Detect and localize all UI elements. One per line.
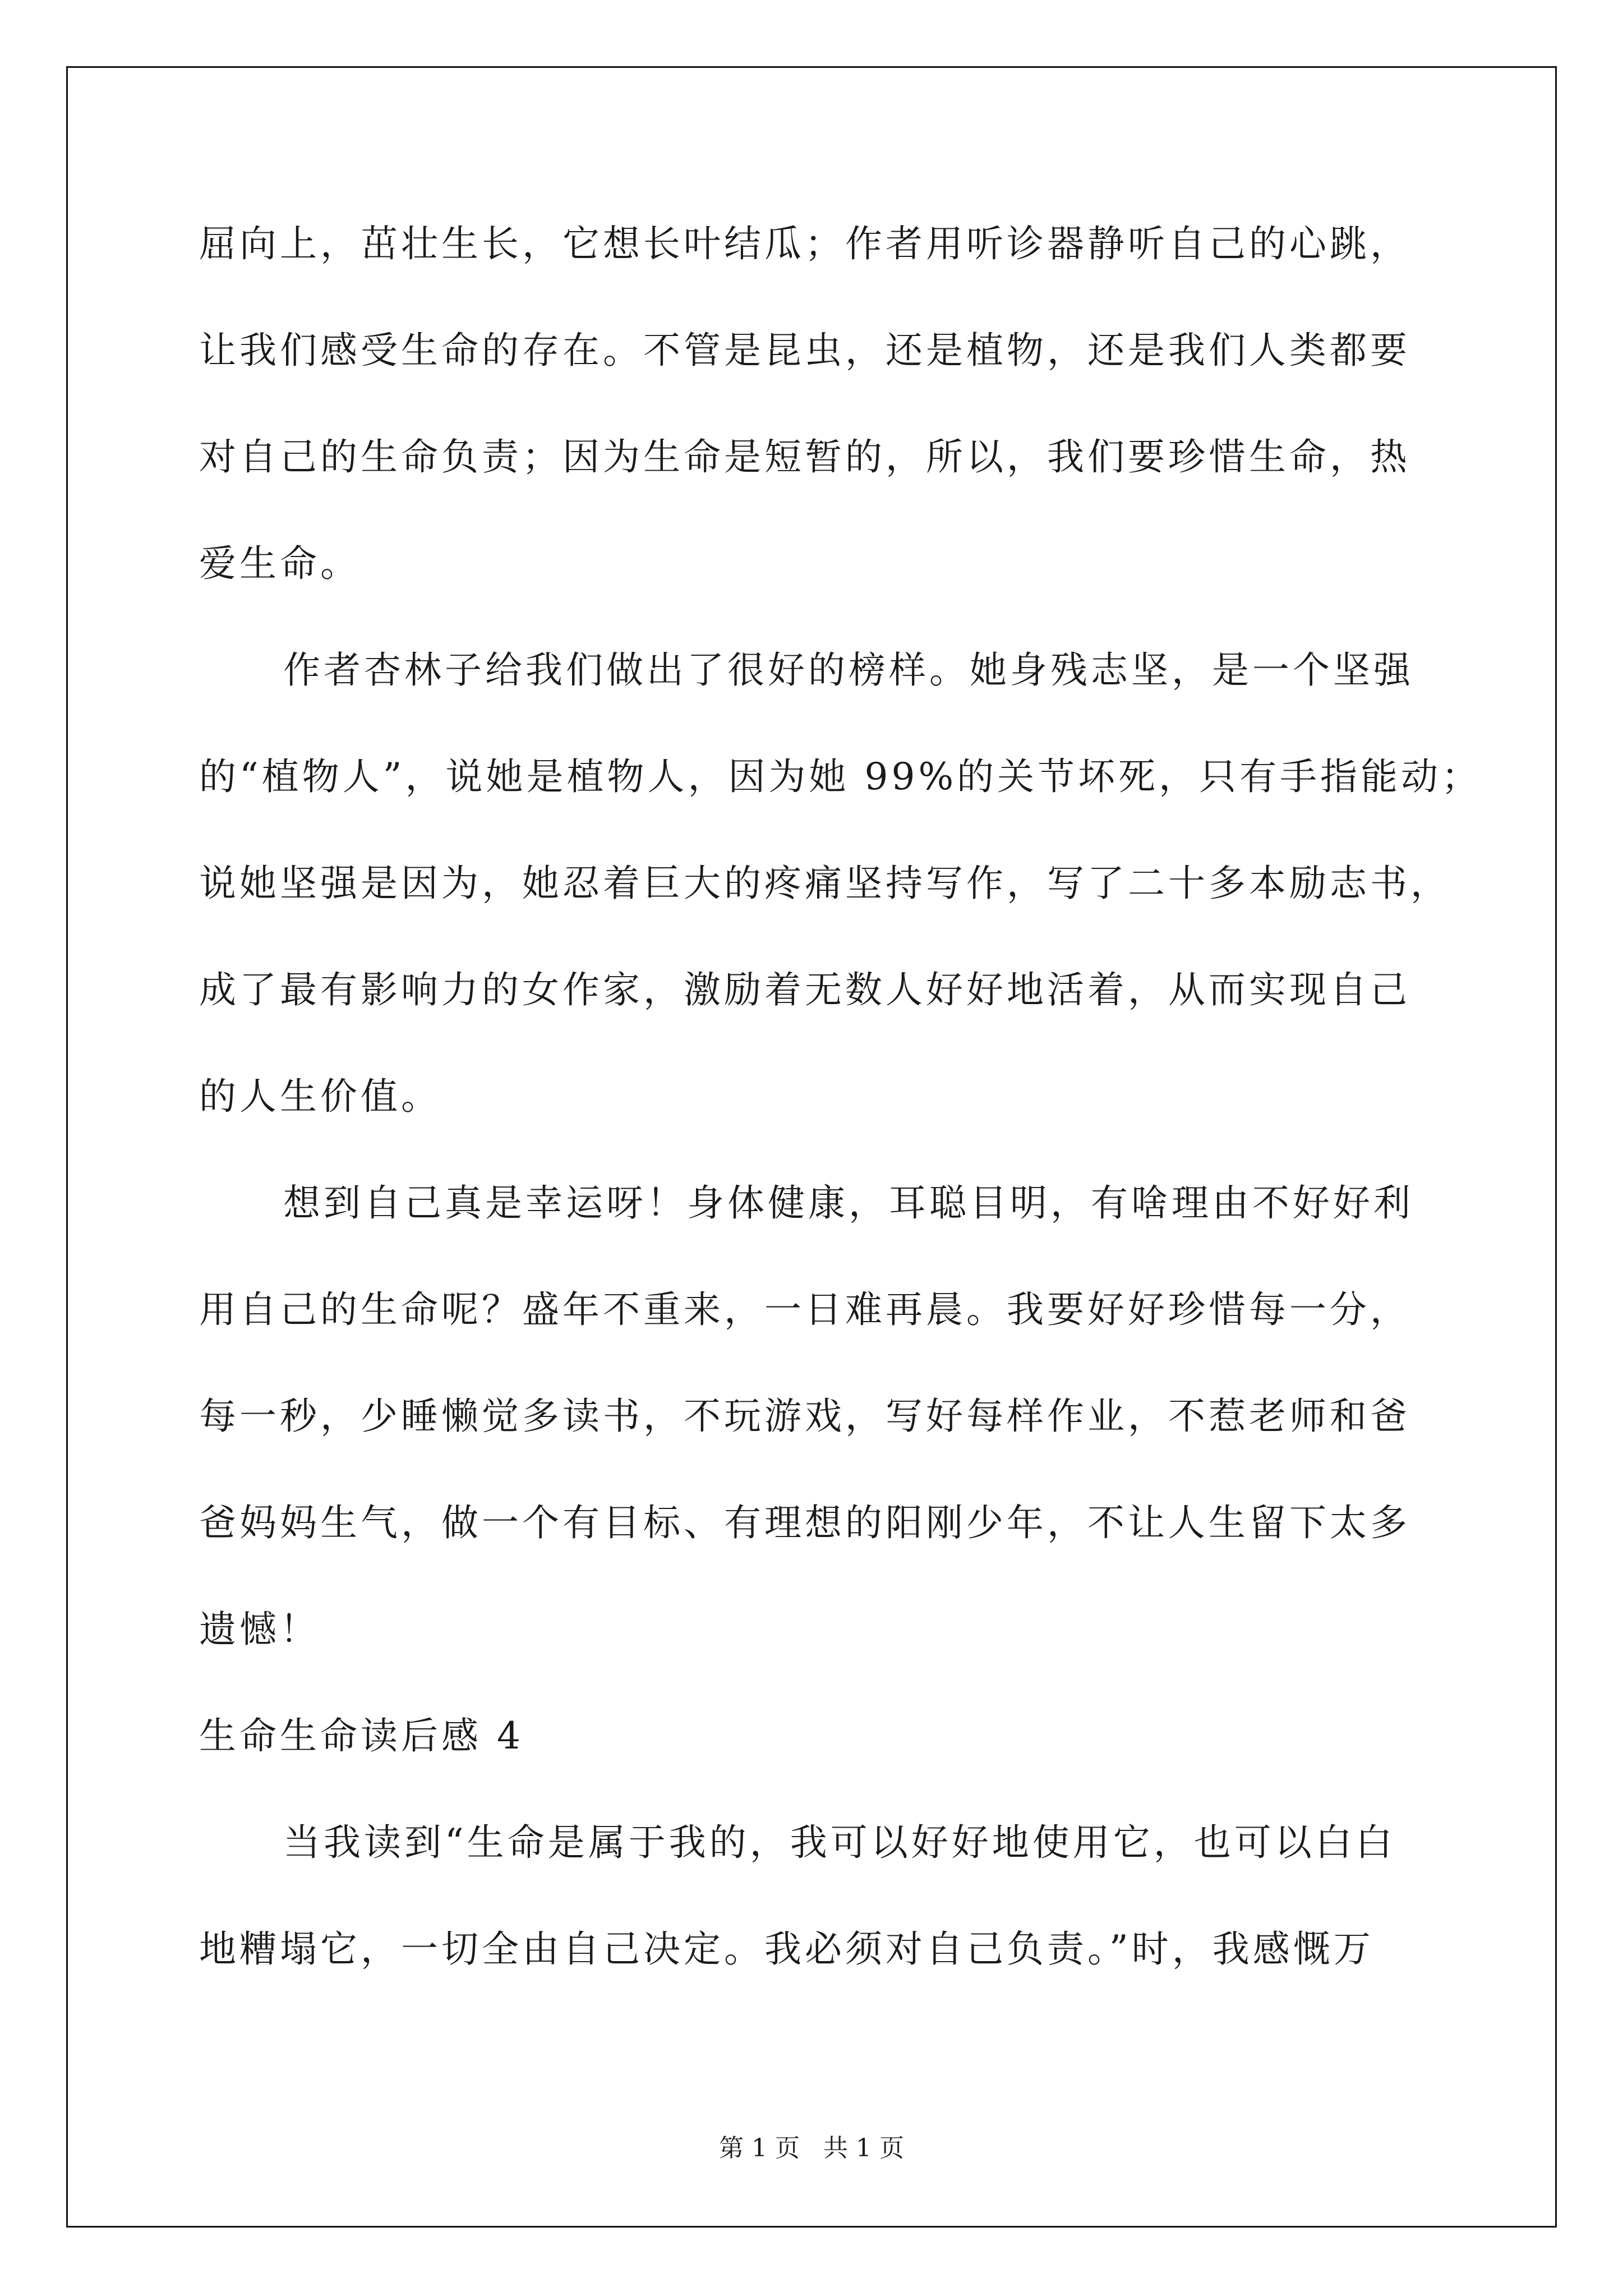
text-line: 爸妈妈生气，做一个有目标、有理想的阳刚少年，不让人生留下太多 bbox=[199, 1501, 1410, 1544]
paragraph-first-line: 当我读到“生命是属于我的，我可以好好地使用它，也可以白白 bbox=[283, 1821, 1396, 1864]
text-line: 对自己的生命负责；因为生命是短暂的，所以，我们要珍惜生命，热 bbox=[199, 435, 1410, 478]
text-line: 遗憾！ bbox=[199, 1608, 320, 1651]
text-line: 的人生价值。 bbox=[199, 1075, 441, 1118]
text-line: 用自己的生命呢？盛年不重来，一日难再晨。我要好好珍惜每一分， bbox=[199, 1288, 1410, 1331]
text-line: 说她坚强是因为，她忍着巨大的疼痛坚持写作，写了二十多本励志书， bbox=[199, 862, 1451, 905]
paragraph-first-line: 想到自己真是幸运呀！身体健康，耳聪目明，有啥理由不好好利 bbox=[283, 1181, 1414, 1225]
paragraph-first-line: 作者杏林子给我们做出了很好的榜样。她身残志坚，是一个坚强 bbox=[283, 648, 1414, 692]
text-line: 的“植物人”，说她是植物人，因为她 99%的关节坏死，只有手指能动； bbox=[199, 755, 1482, 798]
document-body bbox=[199, 191, 1482, 2003]
text-line: 让我们感受生命的存在。不管是昆虫，还是植物，还是我们人类都要 bbox=[199, 329, 1410, 372]
text-line: 地糟塌它，一切全由自己决定。我必须对自己负责。”时，我感慨万 bbox=[199, 1927, 1374, 1971]
section-heading: 生命生命读后感 4 bbox=[199, 1714, 524, 1757]
text-line: 成了最有影响力的女作家，激励着无数人好好地活着，从而实现自己 bbox=[199, 968, 1410, 1011]
text-line: 爱生命。 bbox=[199, 542, 361, 585]
page-number-footer: 第 1 页 共 1 页 bbox=[719, 2134, 904, 2162]
text-line: 每一秒，少睡懒觉多读书，不玩游戏，写好每样作业，不惹老师和爸 bbox=[199, 1395, 1410, 1438]
text-line: 屈向上，茁壮生长，它想长叶结瓜；作者用听诊器静听自己的心跳， bbox=[199, 222, 1410, 265]
